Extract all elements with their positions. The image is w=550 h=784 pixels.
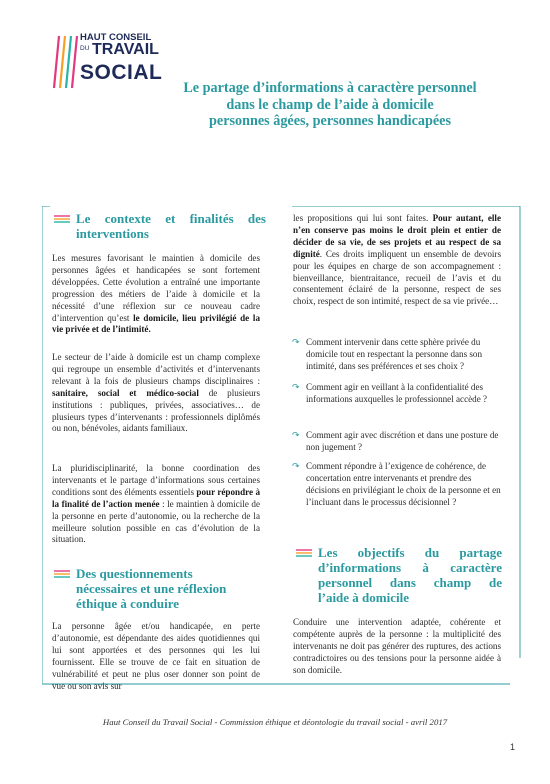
footer-text: Haut Conseil du Travail Social - Commission éthique et déontologie du travail social - avril 2017: [102, 717, 448, 727]
logo-line1: HAUT CONSEIL: [80, 32, 152, 43]
heading-contexte-l1: Le contexte et finalités des: [76, 211, 266, 226]
heading-questionnements-l1: Des questionnements: [76, 566, 193, 581]
hcts-logo: [48, 30, 163, 92]
heading-objectifs-l4: l’aide à domicile: [318, 590, 409, 605]
heading-questionnements-l2: nécessaires et une réflexion: [76, 581, 227, 596]
bullet-arrow-icon: ↷: [292, 430, 300, 440]
para-mesures: Les mesures favorisant le maintien à domicile des personnes âgées et handicapées se sont fortement développées. Cette évolution a entraîné une importante progression des métiers de l’aide à domicile et la nécessité d’une réflexion sur ce nouveau cadre d’intervention qu’est le domicile, lieu privilégié de la vie privée et de l’intimité.: [52, 253, 260, 335]
section-lines-icon: [54, 570, 70, 578]
heading-questionnements-l3: éthique à conduire: [76, 596, 180, 611]
heading-questionnements: [76, 566, 258, 611]
para-secteur: Le secteur de l’aide à domicile est un champ complexe qui regroupe un ensemble d’activités et d’intervenants relevant à la fois de plusieurs champs disciplinaires : sanitaire, social et médico-social de plusieurs institutions : publiques, privées, associatives… de plusieurs types d’intervenants : professionnels diplômés ou non, bénévoles, aidants familiaux.: [52, 352, 261, 434]
heading-objectifs: [318, 545, 502, 605]
title-line1: Le partage d’informations à caractère personnel: [183, 80, 477, 96]
heading-objectifs-l2: d’informations à caractère: [318, 560, 502, 575]
logo-line2: DU: [80, 45, 90, 52]
para-personne: La personne âgée et/ou handicapée, en perte d’autonomie, est dépendante des aides quotidiennes qui lui sont apportées et des personnes qui les lui fournissent. Elle se trouve de ce fait en situation de vulnérabilité et peut ne plus oser donner son point de vue ou son avis sur: [52, 621, 260, 691]
heading-objectifs-l1: Les objectifs du partage: [318, 545, 502, 560]
title-line3: personnes âgées, personnes handicapées: [209, 113, 451, 129]
para-conduire: Conduire une intervention adaptée, cohérente et compétente auprès de la personne : la multiplicité des intervenants ne doit pas générer des ruptures, des actions contradictoires ou des tensions pour la personne aidée à son domicile.: [293, 617, 501, 675]
question-3: ↷ Comment agir avec discrétion et dans une posture de non jugement ?: [292, 430, 499, 452]
bullet-arrow-icon: ↷: [292, 461, 300, 471]
page-number: 1: [510, 742, 516, 752]
heading-contexte-l2: interventions: [76, 226, 149, 241]
logo-line4: SOCIAL: [80, 61, 163, 84]
bullet-arrow-icon: ↷: [292, 337, 300, 347]
para-pluridisciplinarite: La pluridisciplinarité, la bonne coordination des intervenants et le partage d’informations sous certaines conditions sont des éléments essentiels pour répondre à la finalité de l’action menée : le maintien à domicile de la personne en perte d’autonomie, ou la recherche de la meilleure solution possible en cas d’évolution de la situation.: [52, 463, 261, 545]
page-title: [160, 80, 500, 130]
para-propositions: les propositions qui lui sont faites. Pour autant, elle n’en conserve pas moins le droit plein et entier de décider de sa vie, de ses projets et au respect de sa dignité. Ces droits impliquent un ensemble de devoirs pour les équipes en charge de son accompagnement : bienveillance, bientraitance, recueil de l’avis et du consentement éclairé de la personne, respect de ses choix, respect de son intimité, respect de sa vie privée…: [293, 213, 501, 307]
title-line2: dans le champ de l’aide à domicile: [226, 96, 434, 113]
logo-stripes-icon: [48, 30, 80, 92]
question-4: ↷ Comment répondre à l’exigence de cohérence, de concertation entre intervenants et prendre des décisions en privilégiant le choix de la personne et en l’incluant dans le processus décisionnel ?: [292, 461, 501, 507]
question-2: ↷ Comment agir en veillant à la confidentialité des informations auxquelles le professionnel accède ?: [292, 382, 488, 404]
heading-objectifs-l3: personnel dans champ de: [318, 575, 502, 590]
question-1: ↷ Comment intervenir dans cette sphère privée du domicile tout en respectant la personne dans son intimité, dans ses préférences et ses choix ?: [292, 337, 483, 371]
bullet-arrow-icon: ↷: [292, 382, 300, 392]
section-lines-icon: [296, 549, 312, 557]
heading-contexte: [76, 211, 266, 241]
logo-line3: TRAVAIL: [92, 41, 159, 58]
section-lines-icon: [54, 215, 70, 223]
